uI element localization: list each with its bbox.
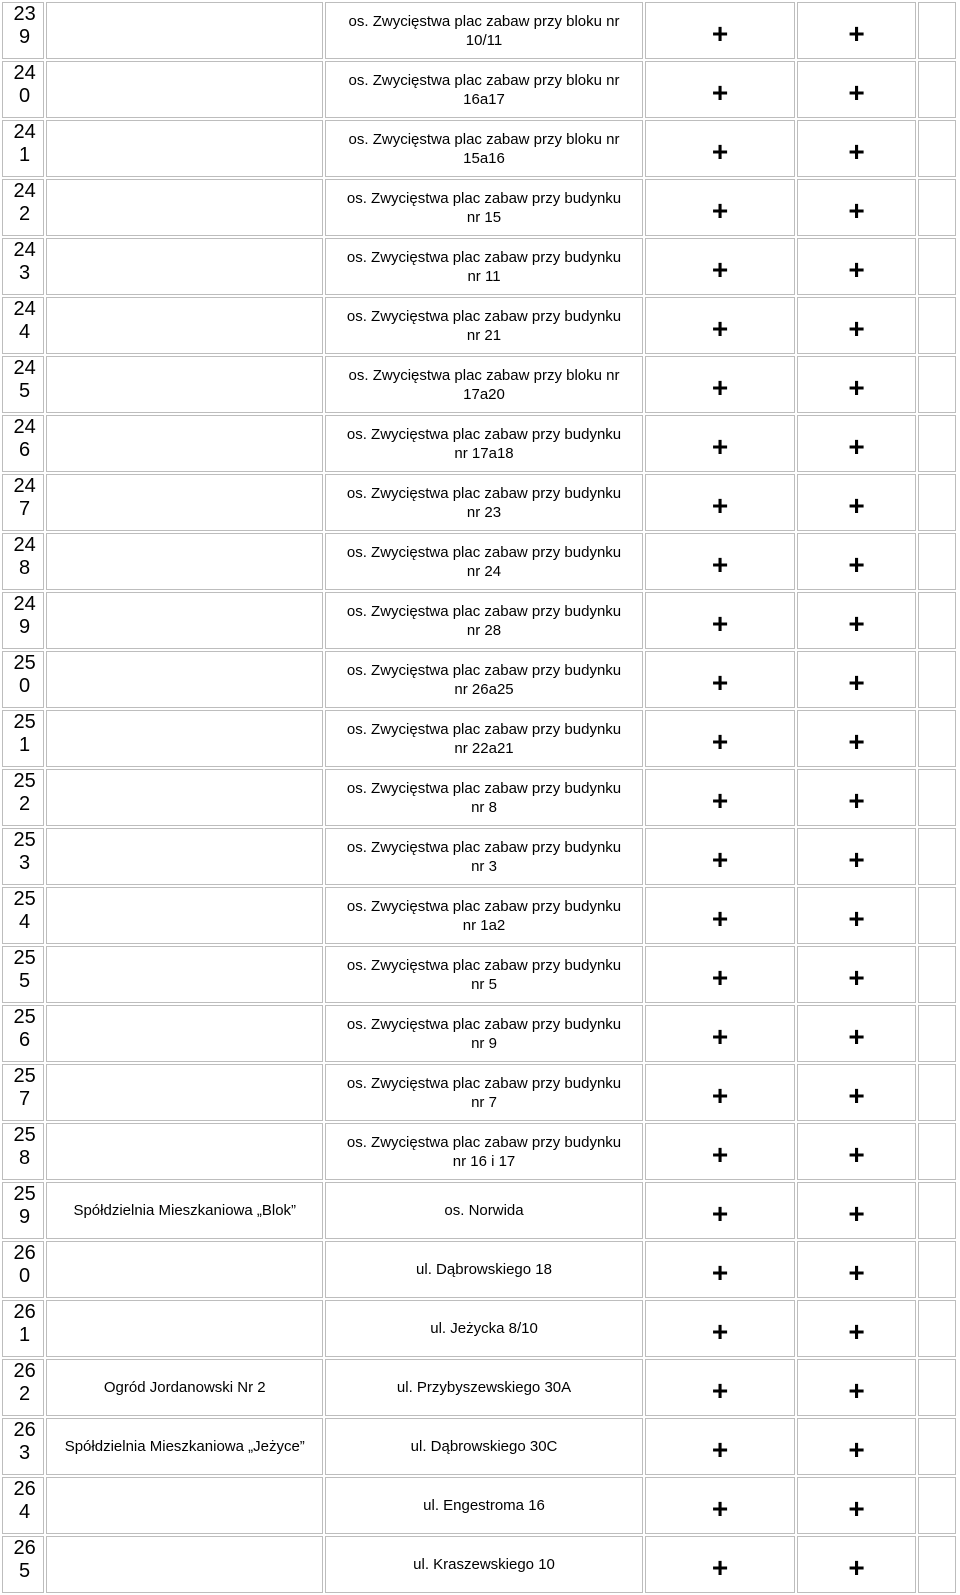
row-number: 24 7 bbox=[2, 474, 44, 531]
organization-cell: Spółdzielnia Mieszkaniowa „Jeżyce” bbox=[46, 1418, 323, 1475]
table-row bbox=[2, 1064, 956, 1121]
empty-cell bbox=[918, 1359, 956, 1416]
mark-cell-2: + bbox=[797, 179, 916, 236]
mark-cell-2: + bbox=[797, 592, 916, 649]
location-cell: os. Zwycięstwa plac zabaw przy budynku nr 23 bbox=[325, 474, 642, 531]
table-row bbox=[2, 533, 956, 590]
table-row bbox=[2, 710, 956, 767]
location-cell: ul. Dąbrowskiego 30C bbox=[325, 1418, 642, 1475]
table-row bbox=[2, 651, 956, 708]
empty-cell bbox=[918, 1064, 956, 1121]
empty-cell bbox=[918, 828, 956, 885]
empty-cell bbox=[918, 1005, 956, 1062]
empty-cell bbox=[918, 1418, 956, 1475]
empty-cell bbox=[918, 179, 956, 236]
organization-cell bbox=[46, 356, 323, 413]
mark-cell-2: + bbox=[797, 1005, 916, 1062]
row-number: 24 5 bbox=[2, 356, 44, 413]
location-cell: ul. Engestroma 16 bbox=[325, 1477, 642, 1534]
mark-cell-2: + bbox=[797, 238, 916, 295]
row-number: 25 3 bbox=[2, 828, 44, 885]
organization-cell bbox=[46, 1241, 323, 1298]
location-cell: os. Zwycięstwa plac zabaw przy budynku nr 17a18 bbox=[325, 415, 642, 472]
row-number: 24 0 bbox=[2, 61, 44, 118]
location-cell: os. Zwycięstwa plac zabaw przy budynku nr 3 bbox=[325, 828, 642, 885]
organization-cell bbox=[46, 1300, 323, 1357]
mark-cell-2: + bbox=[797, 651, 916, 708]
table-row bbox=[2, 828, 956, 885]
table-row bbox=[2, 1418, 956, 1475]
location-cell: os. Zwycięstwa plac zabaw przy budynku nr 11 bbox=[325, 238, 642, 295]
mark-cell-1: + bbox=[645, 2, 796, 59]
mark-cell-2: + bbox=[797, 1123, 916, 1180]
organization-cell bbox=[46, 297, 323, 354]
location-cell: os. Zwycięstwa plac zabaw przy budynku nr 8 bbox=[325, 769, 642, 826]
location-cell: os. Zwycięstwa plac zabaw przy budynku nr 9 bbox=[325, 1005, 642, 1062]
organization-cell: Ogród Jordanowski Nr 2 bbox=[46, 1359, 323, 1416]
mark-cell-2: + bbox=[797, 1477, 916, 1534]
mark-cell-1: + bbox=[645, 1359, 796, 1416]
location-cell: os. Zwycięstwa plac zabaw przy budynku nr 28 bbox=[325, 592, 642, 649]
row-number: 25 1 bbox=[2, 710, 44, 767]
location-cell: ul. Przybyszewskiego 30A bbox=[325, 1359, 642, 1416]
row-number: 26 1 bbox=[2, 1300, 44, 1357]
row-number: 25 6 bbox=[2, 1005, 44, 1062]
empty-cell bbox=[918, 120, 956, 177]
empty-cell bbox=[918, 1241, 956, 1298]
mark-cell-2: + bbox=[797, 769, 916, 826]
mark-cell-1: + bbox=[645, 592, 796, 649]
mark-cell-1: + bbox=[645, 769, 796, 826]
location-cell: os. Norwida bbox=[325, 1182, 642, 1239]
empty-cell bbox=[918, 946, 956, 1003]
mark-cell-2: + bbox=[797, 1064, 916, 1121]
mark-cell-1: + bbox=[645, 179, 796, 236]
row-number: 26 3 bbox=[2, 1418, 44, 1475]
table-row bbox=[2, 415, 956, 472]
table-row bbox=[2, 1477, 956, 1534]
organization-cell bbox=[46, 120, 323, 177]
empty-cell bbox=[918, 474, 956, 531]
location-cell: os. Zwycięstwa plac zabaw przy budynku nr 22a21 bbox=[325, 710, 642, 767]
mark-cell-1: + bbox=[645, 474, 796, 531]
organization-cell bbox=[46, 946, 323, 1003]
row-number: 25 8 bbox=[2, 1123, 44, 1180]
mark-cell-2: + bbox=[797, 61, 916, 118]
mark-cell-2: + bbox=[797, 1182, 916, 1239]
organization-cell bbox=[46, 1123, 323, 1180]
organization-cell bbox=[46, 533, 323, 590]
mark-cell-1: + bbox=[645, 120, 796, 177]
mark-cell-2: + bbox=[797, 120, 916, 177]
row-number: 26 4 bbox=[2, 1477, 44, 1534]
row-number: 24 8 bbox=[2, 533, 44, 590]
empty-cell bbox=[918, 1300, 956, 1357]
mark-cell-2: + bbox=[797, 2, 916, 59]
table-row bbox=[2, 356, 956, 413]
row-number: 24 6 bbox=[2, 415, 44, 472]
row-number: 24 1 bbox=[2, 120, 44, 177]
table-row bbox=[2, 61, 956, 118]
empty-cell bbox=[918, 1477, 956, 1534]
empty-cell bbox=[918, 297, 956, 354]
organization-cell bbox=[46, 651, 323, 708]
table-row bbox=[2, 592, 956, 649]
mark-cell-1: + bbox=[645, 710, 796, 767]
table-row bbox=[2, 238, 956, 295]
location-cell: os. Zwycięstwa plac zabaw przy budynku nr 15 bbox=[325, 179, 642, 236]
row-number: 25 2 bbox=[2, 769, 44, 826]
table-row bbox=[2, 2, 956, 59]
location-cell: os. Zwycięstwa plac zabaw przy bloku nr 15a16 bbox=[325, 120, 642, 177]
location-cell: os. Zwycięstwa plac zabaw przy budynku nr 24 bbox=[325, 533, 642, 590]
mark-cell-2: + bbox=[797, 1359, 916, 1416]
mark-cell-1: + bbox=[645, 828, 796, 885]
mark-cell-2: + bbox=[797, 828, 916, 885]
mark-cell-2: + bbox=[797, 297, 916, 354]
empty-cell bbox=[918, 533, 956, 590]
mark-cell-1: + bbox=[645, 946, 796, 1003]
row-number: 25 4 bbox=[2, 887, 44, 944]
mark-cell-2: + bbox=[797, 887, 916, 944]
row-number: 26 2 bbox=[2, 1359, 44, 1416]
empty-cell bbox=[918, 356, 956, 413]
mark-cell-1: + bbox=[645, 1477, 796, 1534]
empty-cell bbox=[918, 1182, 956, 1239]
mark-cell-1: + bbox=[645, 1123, 796, 1180]
organization-cell bbox=[46, 61, 323, 118]
organization-cell bbox=[46, 769, 323, 826]
mark-cell-1: + bbox=[645, 356, 796, 413]
empty-cell bbox=[918, 238, 956, 295]
location-cell: ul. Kraszewskiego 10 bbox=[325, 1536, 642, 1593]
organization-cell bbox=[46, 238, 323, 295]
row-number: 24 3 bbox=[2, 238, 44, 295]
organization-cell bbox=[46, 415, 323, 472]
table-row bbox=[2, 179, 956, 236]
table-row bbox=[2, 887, 956, 944]
mark-cell-1: + bbox=[645, 297, 796, 354]
location-cell: os. Zwycięstwa plac zabaw przy budynku nr 1a2 bbox=[325, 887, 642, 944]
organization-cell bbox=[46, 2, 323, 59]
table-row bbox=[2, 474, 956, 531]
location-cell: os. Zwycięstwa plac zabaw przy budynku nr 7 bbox=[325, 1064, 642, 1121]
location-cell: os. Zwycięstwa plac zabaw przy budynku nr 21 bbox=[325, 297, 642, 354]
row-number: 26 0 bbox=[2, 1241, 44, 1298]
mark-cell-2: + bbox=[797, 1418, 916, 1475]
organization-cell bbox=[46, 710, 323, 767]
empty-cell bbox=[918, 1123, 956, 1180]
location-cell: os. Zwycięstwa plac zabaw przy budynku nr 26a25 bbox=[325, 651, 642, 708]
row-number: 24 4 bbox=[2, 297, 44, 354]
row-number: 25 0 bbox=[2, 651, 44, 708]
organization-cell: Spółdzielnia Mieszkaniowa „Blok” bbox=[46, 1182, 323, 1239]
location-cell: ul. Jeżycka 8/10 bbox=[325, 1300, 642, 1357]
mark-cell-1: + bbox=[645, 533, 796, 590]
location-cell: os. Zwycięstwa plac zabaw przy bloku nr 17a20 bbox=[325, 356, 642, 413]
row-number: 25 9 bbox=[2, 1182, 44, 1239]
mark-cell-2: + bbox=[797, 1241, 916, 1298]
organization-cell bbox=[46, 179, 323, 236]
empty-cell bbox=[918, 710, 956, 767]
mark-cell-1: + bbox=[645, 1182, 796, 1239]
location-cell: os. Zwycięstwa plac zabaw przy bloku nr 10/11 bbox=[325, 2, 642, 59]
empty-cell bbox=[918, 887, 956, 944]
row-number: 24 2 bbox=[2, 179, 44, 236]
row-number: 23 9 bbox=[2, 2, 44, 59]
table-row bbox=[2, 1005, 956, 1062]
location-cell: os. Zwycięstwa plac zabaw przy budynku nr 5 bbox=[325, 946, 642, 1003]
mark-cell-1: + bbox=[645, 887, 796, 944]
mark-cell-1: + bbox=[645, 415, 796, 472]
mark-cell-1: + bbox=[645, 1418, 796, 1475]
empty-cell bbox=[918, 592, 956, 649]
row-number: 25 5 bbox=[2, 946, 44, 1003]
table-row bbox=[2, 1123, 956, 1180]
mark-cell-2: + bbox=[797, 356, 916, 413]
table-body bbox=[2, 2, 956, 1593]
table-row bbox=[2, 769, 956, 826]
mark-cell-2: + bbox=[797, 474, 916, 531]
organization-cell bbox=[46, 1005, 323, 1062]
mark-cell-1: + bbox=[645, 1241, 796, 1298]
table-row bbox=[2, 120, 956, 177]
table-row bbox=[2, 1359, 956, 1416]
mark-cell-1: + bbox=[645, 61, 796, 118]
empty-cell bbox=[918, 61, 956, 118]
mark-cell-1: + bbox=[645, 1005, 796, 1062]
organization-cell bbox=[46, 887, 323, 944]
table-row bbox=[2, 1182, 956, 1239]
mark-cell-1: + bbox=[645, 1536, 796, 1593]
mark-cell-1: + bbox=[645, 238, 796, 295]
empty-cell bbox=[918, 651, 956, 708]
mark-cell-1: + bbox=[645, 651, 796, 708]
organization-cell bbox=[46, 1064, 323, 1121]
location-cell: os. Zwycięstwa plac zabaw przy budynku nr 16 i 17 bbox=[325, 1123, 642, 1180]
table-row bbox=[2, 1241, 956, 1298]
mark-cell-2: + bbox=[797, 1536, 916, 1593]
mark-cell-1: + bbox=[645, 1300, 796, 1357]
empty-cell bbox=[918, 1536, 956, 1593]
mark-cell-2: + bbox=[797, 533, 916, 590]
empty-cell bbox=[918, 769, 956, 826]
organization-cell bbox=[46, 1477, 323, 1534]
table-row bbox=[2, 946, 956, 1003]
table-row bbox=[2, 297, 956, 354]
organization-cell bbox=[46, 828, 323, 885]
organization-cell bbox=[46, 592, 323, 649]
table-row bbox=[2, 1536, 956, 1593]
location-cell: os. Zwycięstwa plac zabaw przy bloku nr 16a17 bbox=[325, 61, 642, 118]
organization-cell bbox=[46, 474, 323, 531]
row-number: 25 7 bbox=[2, 1064, 44, 1121]
empty-cell bbox=[918, 2, 956, 59]
empty-cell bbox=[918, 415, 956, 472]
mark-cell-2: + bbox=[797, 710, 916, 767]
location-cell: ul. Dąbrowskiego 18 bbox=[325, 1241, 642, 1298]
mark-cell-2: + bbox=[797, 1300, 916, 1357]
row-number: 26 5 bbox=[2, 1536, 44, 1593]
table-row bbox=[2, 1300, 956, 1357]
mark-cell-1: + bbox=[645, 1064, 796, 1121]
mark-cell-2: + bbox=[797, 415, 916, 472]
organization-cell bbox=[46, 1536, 323, 1593]
row-number: 24 9 bbox=[2, 592, 44, 649]
mark-cell-2: + bbox=[797, 946, 916, 1003]
